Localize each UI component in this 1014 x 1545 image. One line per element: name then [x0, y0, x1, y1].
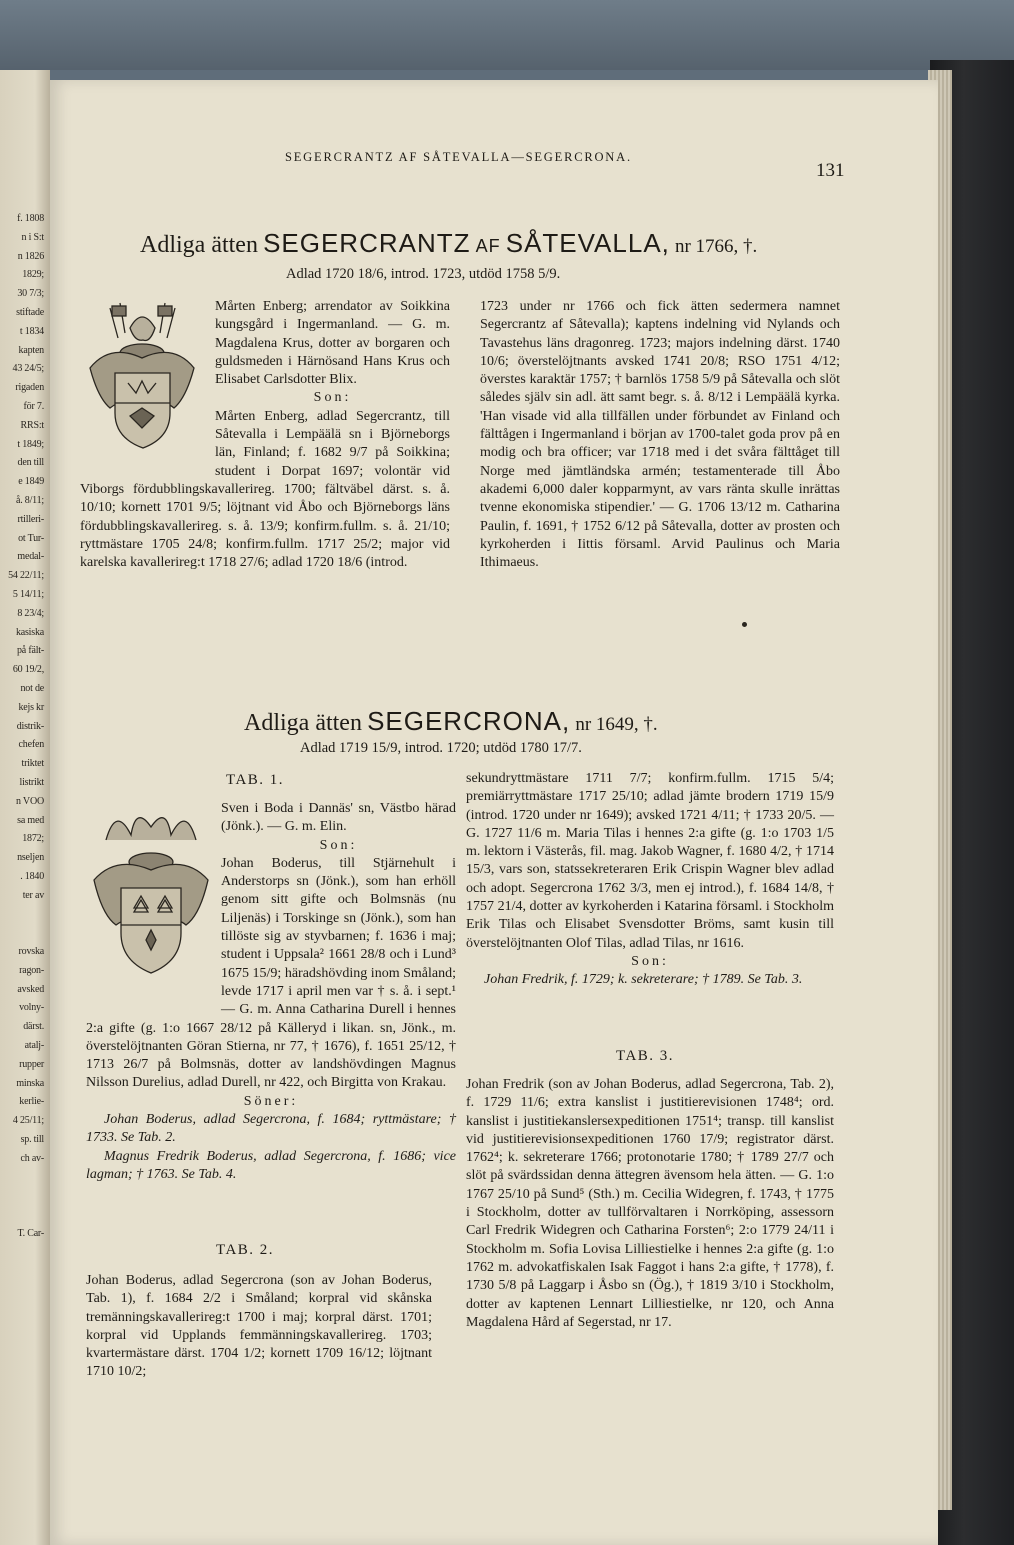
section-subtitle-segercrantz: Adlad 1720 18/6, introd. 1723, utdöd 1758 5/9.: [286, 266, 561, 282]
tab2-heading: TAB. 2.: [216, 1242, 275, 1258]
tab2-continued-text: sekundryttmästare 1711 7/7; konfirm.fullm. 1715 5/4; premiärryttmästare 1717 25/10; adlad jämte brodern 1719 15/9 (introd. 1720 under nr 1649); avsked 1721 4/11; † 1733 20/5. — G. 1727 11/6 m. Maria Tilas i hennes 2:a gifte (g. 1:o 1703 1/5 m. lektorn i Västerås, fil. mag. Jakob Wagner, f. 1680 4/2, † 1714 15/3, vars son, statssekreteraren Erik Crispin Wagner blev adlad och adopt. Segercrona 1762 3/3, men ej introd.), f. 1684 14/8, † 1757 21/4, dotter av kyrkoherden i Katarina församl. i Stockholm Erik Tilas och Elisabet Svensdotter Bröms, samt kusin till överstelöjtnanten Olof Tilas, adlad Tilas, nr 1616.: [466, 771, 834, 951]
left-margin-text: f. 1808 n i S:t n 1826 1829; 30 7/3; stiftade t 1834 kapten 43 24/5; rigaden för 7. RRS:t t 1849; den till e 1849 å. 8/11; rtilleri- ot Tur- medal- 54 22/11; 5 14/11; 8 23/4; kasiska på fält- 60 19/2, not de kejs kr distrik- chefen triktet listrikt n VOO sa med 1872; nseljen . 1840 ter av rovska ragon- avsked volny- därst. atalj- rupper minska kerlie- 4 25/11; sp. till ch av- T. Car-: [8, 213, 44, 1240]
coat-of-arms-segercrona: [86, 800, 221, 1010]
tab1-son-heading: Son:: [319, 837, 358, 853]
tab2-son1-text: Johan Fredrik, f. 1729; k. sekreterare; † 1789. Se Tab. 3.: [484, 972, 803, 988]
tab1-son1-text: Johan Boderus, adlad Segercrona, f. 1684; ryttmästare; † 1733. Se Tab. 2.: [86, 1112, 456, 1146]
section-title-segercrantz: Adliga ätten SEGERCRANTZ AF SÅTEVALLA, nr 1766, †.: [140, 228, 758, 258]
coat-of-arms-segercrantz: [80, 298, 215, 478]
segercrona-right-column: [466, 770, 834, 990]
tab1-son2-text: Magnus Fredrik Boderus, adlad Segercrona, f. 1686; vice lagman; † 1763. Se Tab. 4.: [86, 1148, 456, 1182]
left-page-edge: [0, 70, 50, 1545]
background-surface: [0, 0, 1014, 70]
tab1-intro-text: Sven i Boda i Dannäs' sn, Västbo härad (Jönk.). — G. m. Elin.: [221, 801, 456, 835]
segercrantz-right-column: [480, 298, 840, 572]
segercrantz-right-text: 1723 under nr 1766 och fick ätten sedermera namnet Segercrantz af Såtevalla); kaptens indelning vid Nylands och Tavastehus läns dragonreg. 1723; majors indelning därst. 1740 10/6; överstelöjtnants avsked 1741 20/8; RSO 1751 4/12; överstes karaktär 1757; † barnlös 1758 5/9 på Såtevalla och slöt således själv sin adl. ätt samt begr. s. å. 8/12 i Lempäälä kyrka. 'Han visade vid alla tillfällen under förbundet av Finland och fälttågen i Ingermanland i början av 1700-talet goda prov på en modig och bra officer; var 1718 med i det svåra fälttåget till Norge med jämtländska armén; testamenterade till Åbo akademi 6,000 daler kopparmynt, av vars ränta skulle inrättas tvenne ekonomiska stipendier.' — G. 1706 13/12 m. Catharina Paulin, f. 1691, † 1752 6/12 på Såtevalla, dotter av prosten och kyrkoherden i Iittis församl. Arvid Paulinus och Maria Ithimaeus.: [480, 299, 840, 571]
page-number: 131: [816, 160, 845, 181]
tab1-sons-heading: Söner:: [243, 1093, 299, 1109]
segercrantz-son-heading: Son:: [313, 390, 352, 406]
tab3-column: [466, 1076, 834, 1332]
segercrantz-son-text: Mårten Enberg, adlad Segercrantz, till Såtevalla i Lempäälä sn i Björneborgs län, Finland; f. 1682 9/7 på Soikkina; student i Dorpat 1697; volontär vid Viborgs fördubblingskavallerireg. 1700; fältväbel därst. s. å. 10/10; kornett 1701 9/5; löjtnant vid Åbo och Björneborgs läns fördubblingskavallerireg. s. å. 13/9; konfirm.fullm. s. å. 21/10; ryttmästare 1705 24/8; konfirm.fullm. 1717 25/2; major vid karelska kavallerireg:t 1718 27/6; adlad 1720 18/6 (introd.: [80, 408, 450, 571]
section-title-segercrona: Adliga ätten SEGERCRONA, nr 1649, †.: [244, 706, 658, 736]
tab2-son-heading: Son:: [631, 953, 669, 969]
tab2-column: [86, 1272, 432, 1382]
tab1-heading: TAB. 1.: [226, 772, 285, 788]
section-subtitle-segercrona: Adlad 1719 15/9, introd. 1720; utdöd 1780 17/7.: [300, 740, 582, 756]
segercrona-left-column: [86, 800, 456, 1184]
segercrantz-left-column: [80, 298, 450, 572]
ink-dot: [742, 622, 747, 627]
tab2-text: Johan Boderus, adlad Segercrona (son av Johan Boderus, Tab. 1), f. 1684 2/2 i Småland; korpral vid skånska tremänningskavallerireg:t 1700 i maj; korpral därst. 1701; korpral vid Upplands femmänningskavallerireg. 1703; kvartermästare därst. 1704 1/2; kornett 1709 16/12; löjtnant 1710 10/2;: [86, 1273, 432, 1380]
tab3-heading: TAB. 3.: [616, 1048, 675, 1064]
tab1-text: Johan Boderus, till Stjärnehult i Anderstorps sn (Jönk.), som han erhöll genom sitt gifte och Bolmsnäs (nu Liljenäs) i Torskinge sn (Jönk.), som han tillöste sig av styvbarnen; f. 1636 i maj; student i Uppsala² 1661 28/8 och i Lund³ 1675 15/9; häradshövding inom Småland; levde 1717 i april men var † s. å. i sept.¹ — G. m. Anna Catharina Durell i hennes 2:a gifte (g. 1:o 1667 28/12 på Källeryd i likan. sn, Jönk., m. överstelöjtnanten Göran Stierna, nr 77, † 1676), f. 1651 25/12, † 1713 26/7 på Bolmsnäs, dotter av landshövdingen Magnus Nilsson Durelius, adlad Durell, nr 422, och Birgitta von Krakau.: [86, 855, 456, 1091]
coat-of-arms-icon: [86, 800, 216, 1000]
tab3-text: Johan Fredrik (son av Johan Boderus, adlad Segercrona, Tab. 2), f. 1729 11/6; extra kanslist i justitierevisionen 1748⁴; ord. kanslist i justitiekanslersexpeditionen 1751⁴; transp. till kanslist vid justitierevisionsexpeditionen 1760 17/9; registrator därst. 1762⁴; k. sekreterare 1766; protonotarie 1780; † 1789 27/7 och slöt på svärdssidan denna ättegren ävensom hela ätten. — G. 1:o 1767 25/10 på Sund⁵ (Sth.) m. Cecilia Widegren, f. 1743, † 1775 i Stockholm, dotter av tullförvaltaren i Norrköping, assessorn Carl Fredrik Widegren och Catharina Forsten⁶; 2:o 1779 24/11 i Stockholm m. Sofia Lovisa Lilliestielke i hennes 2:a gifte (g. 1:o 1762 m. advokatfiskalen Isak Faggot i hans 2:a gifte, † 1778), f. 1730 5/8 på Laggarp i Åsbo sn (Ög.), † 1819 3/10 i Stockholm, dotter av kaptenen Lennart Lilliestielke, nr 120, och Anna Magdalena Hård af Segerstad, nr 17.: [466, 1077, 834, 1330]
segercrantz-father-text: Mårten Enberg; arrendator av Soikkina kungsgård i Ingermanland. — G. m. Magdalena Krus, dotter av borgaren och guldsmeden i Härnösand Hans Krus och Elisabet Carlsdotter Blix.: [215, 299, 450, 388]
running-head: SEGERCRANTZ AF SÅTEVALLA—SEGERCRONA.: [285, 150, 632, 164]
coat-of-arms-icon: [80, 298, 205, 473]
